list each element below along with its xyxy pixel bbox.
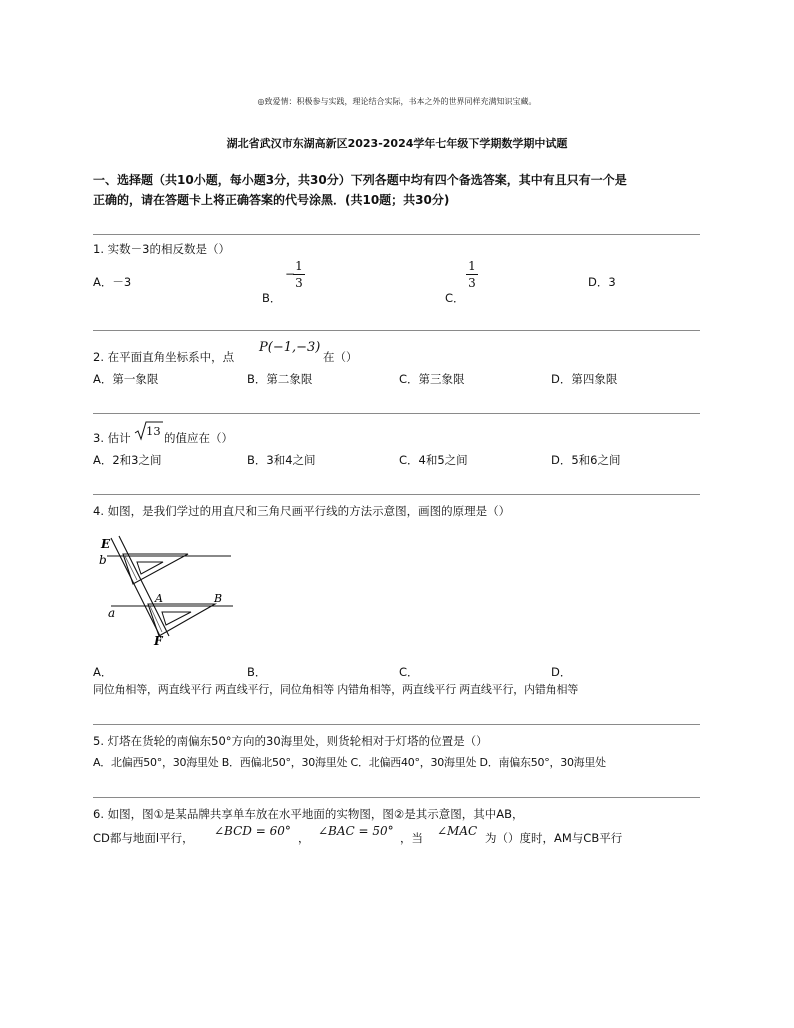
q3-option-c: C．4和5之间 xyxy=(399,453,468,467)
motto-line: ◎致爱情：积极参与实践，理论结合实际，书本之外的世界同样充满知识宝藏。 xyxy=(257,97,537,106)
q1-b-denominator: 3 xyxy=(295,276,303,290)
q4-option-a-label: A． xyxy=(93,665,113,679)
q6-angle-mac: ∠MAC xyxy=(437,824,478,838)
exam-title: 湖北省武汉市东湖高新区2023-2024学年七年级下学期数学期中试题 xyxy=(226,137,568,150)
q1-c-denominator: 3 xyxy=(468,276,476,290)
q3-stem-pre: 3. 估计 xyxy=(93,431,131,445)
divider xyxy=(93,234,700,235)
divider xyxy=(93,797,700,798)
q6-angle-bcd: ∠BCD = 60° xyxy=(214,824,291,838)
q1-option-d: D．3 xyxy=(588,275,616,289)
q3-option-b: B．3和4之间 xyxy=(247,453,316,467)
ruler-edge-1 xyxy=(111,538,161,638)
divider xyxy=(93,724,700,725)
q1-option-b-label: B． xyxy=(262,291,282,305)
q6-line2-end: 为（）度时，AM与CB平行 xyxy=(485,831,623,845)
q4-option-c-label: C． xyxy=(399,665,419,679)
q1-b-numerator: 1 xyxy=(295,259,303,273)
label-F: F xyxy=(154,634,163,647)
fraction-bar xyxy=(293,274,305,275)
q6-sep1: ， xyxy=(298,831,310,845)
q4-parallel-lines-figure xyxy=(93,532,243,647)
label-a: a xyxy=(108,606,116,620)
q4-stem: 4. 如图，是我们学过的用直尺和三角尺画平行线的方法示意图，画图的原理是（） xyxy=(93,504,511,518)
divider xyxy=(93,330,700,331)
q1-option-b-sign: − xyxy=(285,267,296,281)
section-heading-line1: 一、选择题（共10小题，每小题3分，共30分）下列各题中均有四个备选答案，其中有且只有一个是 xyxy=(93,173,627,187)
q4-option-b-label: B． xyxy=(247,665,267,679)
q5-options-row: A．北偏西50°，30海里处 B．西偏北50°，30海里处 C．北偏西40°，30海里处 D．南偏东50°，30海里处 xyxy=(93,756,606,769)
label-B: B xyxy=(214,592,223,605)
label-b: b xyxy=(99,553,107,567)
set-square-top-inner xyxy=(137,562,163,574)
q4-answers-row: 同位角相等，两直线平行 两直线平行，同位角相等 内错角相等，两直线平行 两直线平行，内错角相等 xyxy=(93,683,579,696)
q3-stem-post: 的值应在（） xyxy=(164,431,233,445)
q6-line2-start: CD都与地面l平行， xyxy=(93,831,194,845)
q6-angle-bac: ∠BAC = 50° xyxy=(318,824,394,838)
q1-option-a: A．－3 xyxy=(93,275,132,289)
q3-option-a: A．2和3之间 xyxy=(93,453,162,467)
q2-option-b: B．第二象限 xyxy=(247,372,313,386)
divider xyxy=(93,494,700,495)
fraction-bar xyxy=(466,274,478,275)
set-square-bottom-inner xyxy=(162,612,191,625)
q2-stem-post: 在（） xyxy=(323,350,358,364)
q3-radicand: 13 xyxy=(146,424,161,438)
q1-stem: 1. 实数－3的相反数是（） xyxy=(93,242,230,256)
q6-sep2: ，当 xyxy=(400,831,423,845)
q2-option-d: D．第四象限 xyxy=(551,372,618,386)
q2-point: P(−1,−3) xyxy=(259,340,321,355)
q6-line1: 6. 如图，图①是某品牌共享单车放在水平地面的实物图，图②是其示意图，其中AB， xyxy=(93,807,524,821)
q3-option-d: D．5和6之间 xyxy=(551,453,621,467)
ruler-edge-2 xyxy=(119,536,169,636)
q2-option-a: A．第一象限 xyxy=(93,372,159,386)
q2-stem-pre: 2. 在平面直角坐标系中，点 xyxy=(93,350,235,364)
section-heading-line2: 正确的，请在答题卡上将正确答案的代号涂黑．(共10题；共30分) xyxy=(93,193,450,207)
q5-stem: 5. 灯塔在货轮的南偏东50°方向的30海里处，则货轮相对于灯塔的位置是（） xyxy=(93,734,488,748)
q1-c-numerator: 1 xyxy=(468,259,476,273)
label-A: A xyxy=(155,592,163,605)
set-square-top xyxy=(123,554,188,584)
q1-option-c-fraction xyxy=(466,259,478,290)
q1-option-c-label: C． xyxy=(445,291,465,305)
label-E: E xyxy=(101,537,111,551)
q1-option-b-fraction xyxy=(293,259,305,290)
q2-option-c: C．第三象限 xyxy=(399,372,465,386)
divider xyxy=(93,413,700,414)
q4-option-d-label: D． xyxy=(551,665,572,679)
